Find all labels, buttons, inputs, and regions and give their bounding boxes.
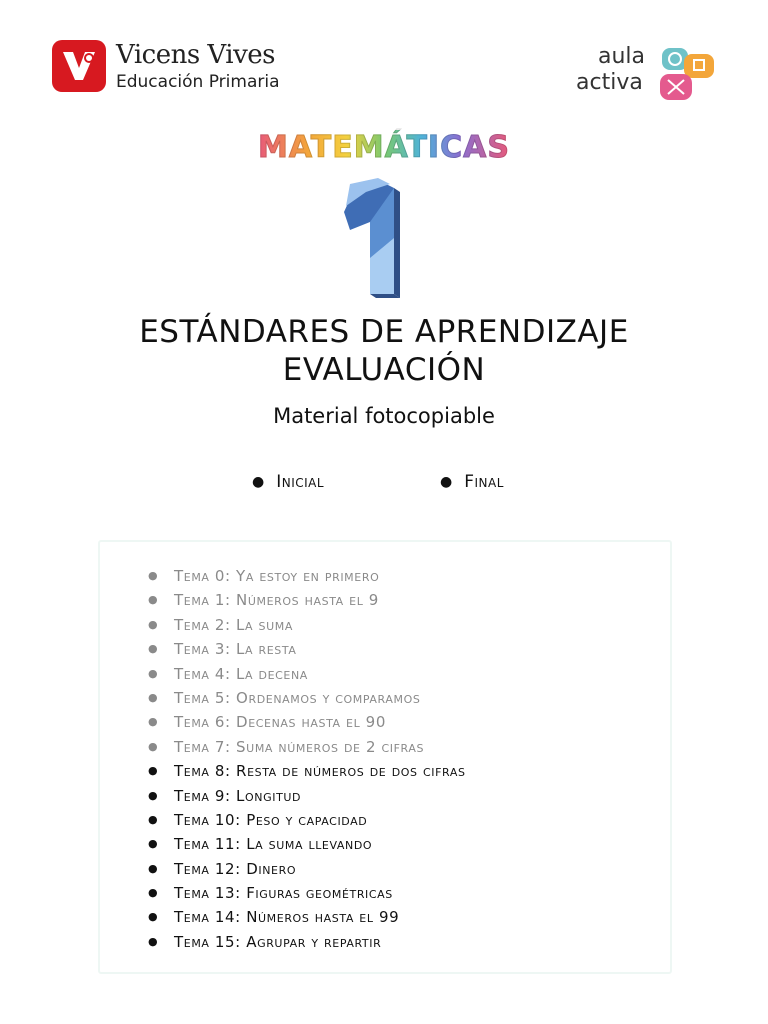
topic-label: Tema 10: Peso y capacidad <box>174 810 368 829</box>
bullet-icon: ● <box>440 474 453 490</box>
topic-label: Tema 9: Longitud <box>174 786 302 805</box>
topic-item[interactable] <box>148 832 466 856</box>
main-heading-line2: EVALUACIÓN <box>282 352 486 388</box>
bullet-icon: ● <box>148 569 159 582</box>
topic-label: Tema 14: Números hasta el 99 <box>174 908 400 927</box>
publisher-name: Vicens Vives <box>116 39 275 70</box>
topic-item[interactable] <box>148 881 466 905</box>
bullet-icon: ● <box>148 642 159 656</box>
topic-label: Tema 2: La suma <box>174 615 293 634</box>
topic-item[interactable] <box>148 637 466 661</box>
bullet-icon: ● <box>148 739 159 753</box>
bullet-icon: ● <box>148 861 159 875</box>
topic-item[interactable] <box>148 930 466 954</box>
subtitle: Material fotocopiable <box>273 404 495 428</box>
topic-label: Tema 13: Figuras geométricas <box>174 884 393 903</box>
bullet-icon: ● <box>148 715 159 729</box>
topic-item[interactable] <box>148 784 466 808</box>
bullet-icon: ● <box>148 886 159 900</box>
bullet-icon: ● <box>148 593 159 607</box>
subject-title <box>0 130 768 165</box>
bullet-icon: ● <box>148 690 159 704</box>
topic-label: Tema 0: Ya estoy en primero <box>174 567 380 585</box>
option-inicial-label: Inicial <box>276 472 325 492</box>
topic-label: Tema 15: Agrupar y repartir <box>174 932 382 951</box>
bullet-icon: ● <box>148 812 159 826</box>
aula-shapes-icon <box>660 44 722 102</box>
topic-item[interactable] <box>148 564 466 588</box>
bullet-icon: ● <box>148 764 159 778</box>
topic-label: Tema 11: La suma llevando <box>174 835 373 854</box>
topic-item[interactable] <box>148 588 466 612</box>
topic-item[interactable] <box>148 808 466 832</box>
aula-activa-logo <box>576 44 726 104</box>
topic-label: Tema 1: Números hasta el 9 <box>174 591 379 610</box>
topic-item[interactable] <box>148 710 466 734</box>
option-inicial[interactable] <box>252 472 324 492</box>
bullet-icon: ● <box>148 837 159 851</box>
bullet-icon: ● <box>148 910 159 924</box>
topic-item[interactable] <box>148 662 466 686</box>
topic-label: Tema 3: La resta <box>174 640 297 659</box>
aula-line1: aula <box>598 44 646 69</box>
bullet-icon: ● <box>148 617 159 631</box>
topic-item[interactable] <box>148 857 466 881</box>
publisher-logo <box>52 40 280 92</box>
topic-label: Tema 4: La decena <box>174 664 308 683</box>
topic-label: Tema 6: Decenas hasta el 90 <box>174 713 386 732</box>
option-final[interactable] <box>440 472 504 492</box>
topic-item[interactable] <box>148 686 466 710</box>
main-heading-line1: ESTÁNDARES DE APRENDIZAJE <box>139 314 629 350</box>
aula-line2: activa <box>576 70 643 95</box>
topic-item[interactable] <box>148 613 466 637</box>
topic-label: Tema 7: Suma números de 2 cifras <box>174 737 425 756</box>
topic-item[interactable] <box>148 759 466 783</box>
bullet-icon: ● <box>148 788 159 802</box>
topic-item[interactable] <box>148 905 466 929</box>
bullet-icon: ● <box>148 934 159 948</box>
bullet-icon: ● <box>148 666 159 680</box>
subject-title-text: MATEMÁTICAS <box>258 130 510 165</box>
topic-label: Tema 8: Resta de números de dos cifras <box>174 762 466 781</box>
topics-list <box>148 564 466 954</box>
topic-label: Tema 5: Ordenamos y comparamos <box>174 688 421 707</box>
publisher-v-icon <box>52 40 106 92</box>
option-final-label: Final <box>464 472 504 492</box>
topic-item[interactable] <box>148 735 466 759</box>
topics-box <box>98 540 672 974</box>
publisher-subtitle: Educación Primaria <box>116 71 280 92</box>
bullet-icon: ● <box>252 474 265 490</box>
topic-label: Tema 12: Dinero <box>174 859 297 878</box>
grade-number <box>324 178 434 300</box>
